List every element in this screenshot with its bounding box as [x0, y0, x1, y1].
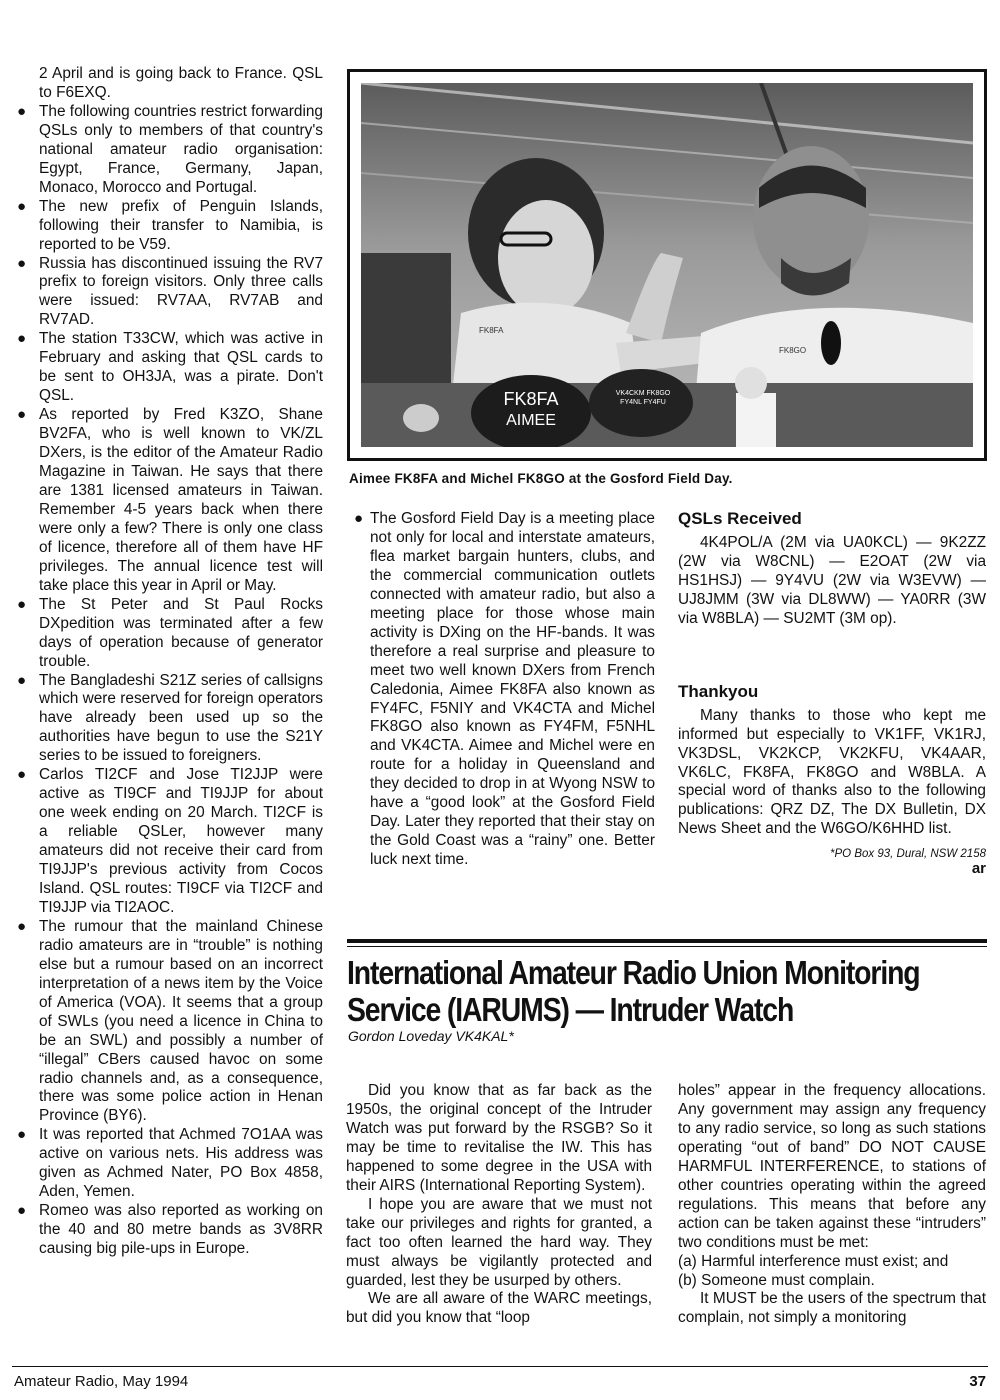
photo-frame: [347, 69, 987, 461]
news-item: ● It was reported that Achmed 7O1AA was active on various nets. His address was given as Achmed Nater, PO Box 4858, Aden, Yemen.: [17, 1126, 323, 1201]
article-title-line-2: Service (IARUMS) — Intruder Watch: [347, 991, 794, 1028]
news-bullet-list: [14, 103, 323, 1259]
middle-column: [348, 510, 655, 870]
bullet-icon: ●: [17, 595, 27, 613]
continued-paragraph: 2 April and is going back to France. QSL to F6EXQ.: [39, 65, 323, 101]
footer-rule: [12, 1366, 988, 1367]
bullet-icon: ●: [17, 406, 27, 424]
publication-footer: Amateur Radio, May 1994: [14, 1373, 189, 1390]
end-mark: ar: [971, 860, 986, 878]
news-item: ● As reported by Fred K3ZO, Shane BV2FA, who is well known to VK/ZL DXers, is the editor of the Amateur Radio Magazine in Taiwan. He says that there are 1381 licensed amateurs in Taiwan. Remember 4-5 years back when there were only a few? There is only one class of licence, therefore all of them have HF privileges. The annual licence test will take place this year in April or May.: [17, 406, 323, 594]
section-rule-thin: [347, 946, 987, 947]
article-title: [347, 954, 920, 1028]
page-number: 37: [969, 1373, 986, 1390]
cap-text-left-2: AIMEE: [506, 412, 556, 429]
bullet-icon: ●: [17, 1126, 27, 1144]
news-item: ● Carlos TI2CF and Jose TI2JJP were active as TI9CF and TI9JJP for about one week ending on 20 March. TI2CF is a reliable QSLer, however many amateurs did not receive their card from TI9JJP's previous activity from Cocos Island. QSL routes: TI9CF via TI2CF and TI9JJP via TI2AOC.: [17, 766, 323, 916]
bullet-icon: ●: [17, 102, 27, 120]
news-item: ● Russia has discontinued issuing the RV7 prefix to foreign visitors. Only three calls were issued: RV7AA, RV7AB and RV7AD.: [17, 254, 323, 329]
qsl-heading: QSLs Received: [678, 509, 802, 528]
shirt-text-right: FK8GO: [779, 346, 807, 355]
author-address: *PO Box 93, Dural, NSW 2158: [830, 848, 986, 861]
news-item: ● The station T33CW, which was active in February and asking that QSL cards to be sent to OH3JA, was a pirate. Don't QSL.: [17, 330, 323, 405]
section-rule: [347, 939, 987, 943]
bullet-icon: ●: [17, 330, 27, 348]
news-item: ● The St Peter and St Paul Rocks DXpedition was terminated after a few days of operation because of generator trouble.: [17, 595, 323, 670]
article-column-1: [346, 1082, 652, 1328]
news-item: ● The rumour that the mainland Chinese radio amateurs are in “trouble” is nothing else but a rumour based on an incorrect interpretation of a news item by the Voice of America (VOA). It seems that a group of SWLs (you need a licence in China to be an SWL) and possibly a number of “illegal” CBers caused havoc on some radio channels and, as a consequence, there was some police action in Henan Province (BY6).: [17, 917, 323, 1125]
bullet-icon: ●: [17, 766, 27, 784]
condition-item: (b) Someone must complain.: [678, 1271, 875, 1289]
photo-illustration: [361, 83, 973, 447]
field-day-photo: [361, 83, 973, 447]
bullet-icon: ●: [17, 671, 27, 689]
article-paragraph: We are all aware of the WARC meetings, but did you know that “loop: [346, 1290, 652, 1327]
news-item: ● The Bangladeshi S21Z series of callsigns which were reserved for foreign operators have already been used up so the authorities have begun to use the S21Y series to be issued to foreigners.: [17, 671, 324, 765]
thanks-heading: Thankyou: [678, 681, 759, 701]
article-author: Gordon Loveday VK4KAL*: [348, 1028, 514, 1044]
bullet-icon: ●: [354, 510, 364, 527]
cap-text-right: VK4CKM FK8GO: [615, 390, 671, 397]
bullet-icon: ●: [17, 917, 27, 935]
condition-item: (a) Harmful interference must exist; and: [678, 1252, 949, 1270]
photo-caption: Aimee FK8FA and Michel FK8GO at the Gosford Field Day.: [349, 471, 733, 486]
cap-text-left: FK8FA: [503, 389, 559, 409]
article-column-2: [678, 1082, 986, 1328]
article-paragraph: holes” appear in the frequency allocations. Any government may assign any frequency to any radio service, so long as such stations operating “out of band” DO NOT CAUSE HARMFUL INTERFERENCE, to stations of other countries operating within the agreed regulations. This means that before any action can be taken against these “intruders” two conditions must be met:: [678, 1082, 986, 1251]
right-column: [678, 510, 986, 877]
field-day-bullet-list: [348, 510, 655, 870]
shirt-text-left: FK8FA: [479, 326, 504, 335]
news-item: ● The following countries restrict forwarding QSLs only to members of that country's national amateur radio organisation: Egypt, France, Germany, Japan, Monaco, Morocco and Portugal.: [17, 102, 323, 196]
article-title-line-1: International Amateur Radio Union Monitoring: [347, 954, 920, 991]
article-paragraph: I hope you are aware that we must not take our privileges and rights for granted, a fact too often learned the hard way. They must always be vigilantly protected and guarded, lest they be usurped by others.: [346, 1195, 652, 1289]
cap-text-right-2: FY4NL FY4FU: [620, 399, 666, 406]
bullet-icon: ●: [17, 197, 27, 215]
bullet-icon: ●: [17, 1202, 27, 1220]
news-item: ● The Gosford Field Day is a meeting place not only for local and interstate amateurs, flea market bargain hunters, clubs, and the commercial communication outlets connected with amateur radio, but also a meeting place for those whose main activity is DXing on the HF-bands. It was therefore a real surprise and pleasure to meet two well known DXers from French Caledonia, Aimee FK8FA also known as FY4FC, F5NIY and VK4CTA and Michel FK8GO also known as FY4FM, F5NHL and VK4CTA. Aimee and Michel were en route for a holiday in Queensland and they decided to drop in at Wyong NSW to have a “good look” at the Gosford Field Day. Later they reported that their stay on the Gold Coast was a “rainy” one. Better luck next time.: [354, 510, 655, 869]
news-item: ● The new prefix of Penguin Islands, following their transfer to Namibia, is reported to be V59.: [17, 197, 323, 253]
bullet-icon: ●: [17, 254, 27, 272]
thanks-paragraph: Many thanks to those who kept me informed but especially to VK1FF, VK1RJ, VK3DSL, VK2KCP, VK2KFU, VK4AAR, VK6LC, FK8FA, FK8GO and W8BLA. A special word of thanks also to the following publications: QRZ DZ, The DX Bulletin, DX News Sheet and the W6GO/K6HHD list.: [678, 706, 986, 838]
left-column: [14, 65, 323, 1259]
news-item: ● Romeo was also reported as working on the 40 and 80 metre bands as 3V8RR causing big pile-ups in Europe.: [17, 1202, 323, 1258]
article-paragraph: It MUST be the users of the spectrum that complain, not simply a monitoring: [678, 1290, 986, 1327]
article-paragraph: Did you know that as far back as the 1950s, the original concept of the Intruder Watch was put forward by the RSGB? So it may be time to revitalise the IW. This has happened to some degree in the USA with their AIRS (International Reporting System).: [346, 1082, 652, 1194]
qsl-list: 4K4POL/A (2M via UA0KCL) — 9K2ZZ (2W via W8CNL) — E2OAT (2W via HS1HSJ) — 9Y4VU (2W via W3EVW) — UJ8JMM (3W via DL8WW) — YA0RR (3W via W8BLA) — SU2MT (3M op).: [678, 533, 986, 627]
